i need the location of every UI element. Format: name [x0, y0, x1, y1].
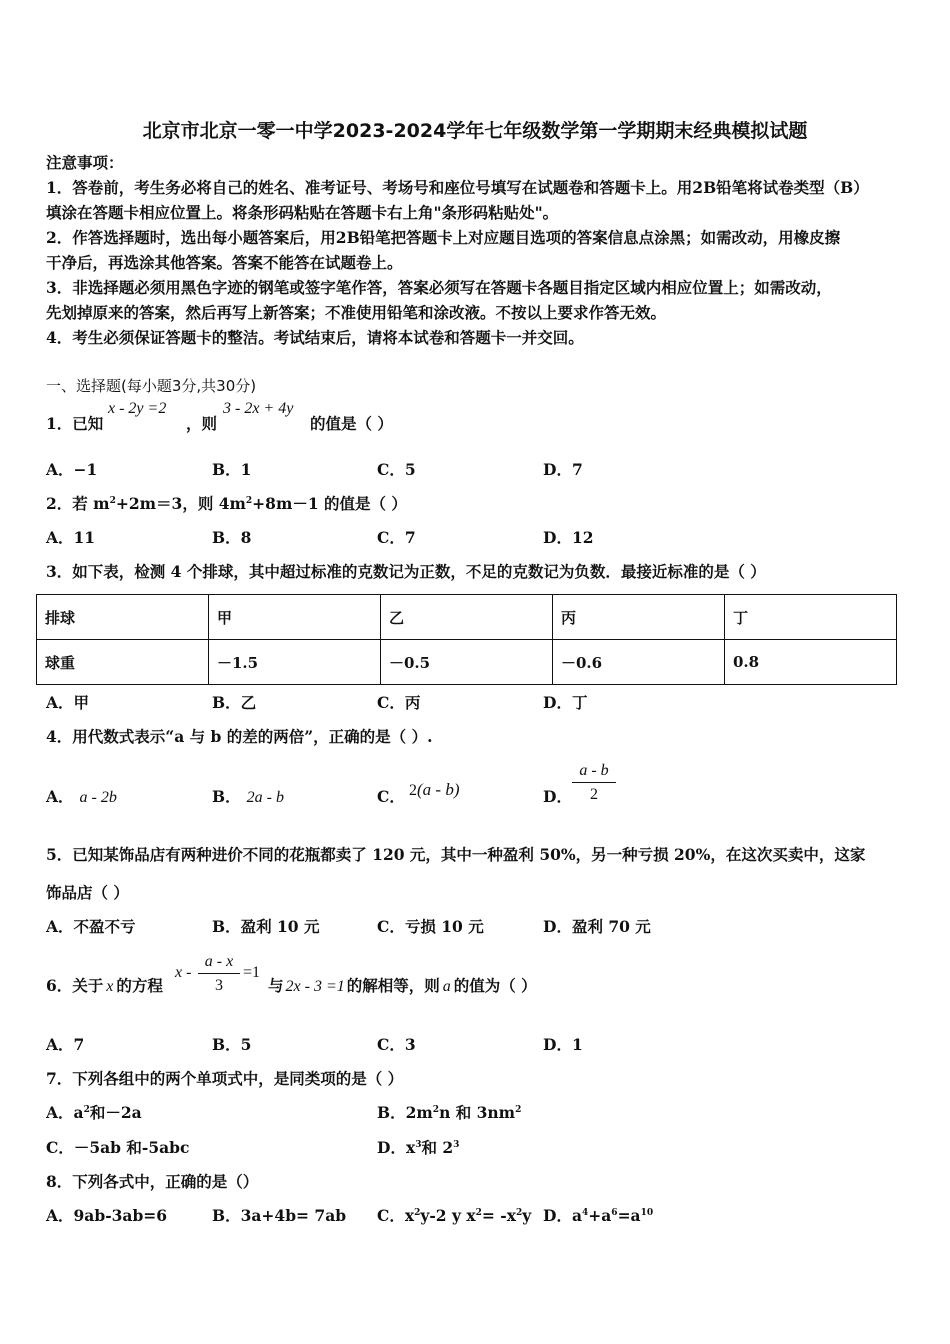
q1-option-d[interactable]: D．7 [543, 460, 583, 479]
q6-question: 6．关于 x 的方程 [46, 976, 163, 995]
table-cell: －0.6 [553, 640, 725, 685]
q4-option-d-label[interactable]: D． [543, 787, 572, 806]
q1-mid: ，则 [186, 414, 218, 433]
section-heading: 一、选择题(每小题3分,共30分) [46, 377, 257, 395]
q1-expression: 3 - 2x + 4y [223, 400, 294, 417]
notice-line: 4．考生必须保证答题卡的整洁。考试结束后，请将本试卷和答题卡一并交回。 [46, 328, 584, 347]
q3-table [36, 594, 897, 685]
q5-option-c[interactable]: C．亏损 10 元 [377, 917, 484, 936]
q8-option-a[interactable]: A．9ab-3ab=6 [46, 1206, 168, 1225]
table-cell: －0.5 [381, 640, 553, 685]
q7-question: 7．下列各组中的两个单项式中，是同类项的是（ ） [46, 1069, 404, 1088]
q6-connector: 与 2x - 3 =1 的解相等，则 a 的值为（ ） [268, 976, 537, 995]
notice-heading: 注意事项： [46, 153, 124, 172]
table-cell: 丙 [553, 595, 725, 640]
q7-option-d[interactable]: D．$x^3$和 $2^3$ [377, 1138, 460, 1157]
q6-option-a[interactable]: A．7 [46, 1035, 85, 1054]
q5-option-b[interactable]: B．盈利 10 元 [212, 917, 320, 936]
q6-option-c[interactable]: C．3 [377, 1035, 416, 1054]
q8-question: 8．下列各式中，正确的是（） [46, 1172, 259, 1191]
q7-option-a[interactable]: A．$a^2$和－2a [46, 1103, 142, 1122]
q7-option-c[interactable]: C．－5ab 和-5abc [46, 1138, 190, 1157]
q1-suffix: 的值是（ ） [310, 414, 393, 433]
notice-line: 先划掉原来的答案，然后再写上新答案；不准使用铅笔和涂改液。不按以上要求作答无效。 [46, 303, 667, 322]
table-cell: 球重 [37, 640, 209, 685]
notice-line: 3．非选择题必须用黑色字迹的钢笔或签字笔作答，答案必须写在答题卡各题目指定区域内相应位置上；如需改动， [46, 278, 832, 297]
q2-option-a[interactable]: A．11 [46, 528, 96, 547]
table-cell: 乙 [381, 595, 553, 640]
q8-option-b[interactable]: B．3a+4b= 7ab [212, 1206, 347, 1225]
page-title: 北京市北京一零一中学2023-2024学年七年级数学第一学期期末经典模拟试题 [142, 120, 808, 142]
q3-option-d[interactable]: D．丁 [543, 693, 588, 712]
q3-option-c[interactable]: C．丙 [377, 693, 421, 712]
notice-line: 干净后，再选涂其他答案。答案不能答在试题卷上。 [46, 253, 403, 272]
q1-option-c[interactable]: C．5 [377, 460, 416, 479]
q4-option-d-fraction[interactable]: a - b 2 [572, 762, 616, 804]
q4-option-a[interactable]: A． a - 2b [46, 787, 117, 806]
q2-option-c[interactable]: C．7 [377, 528, 416, 547]
q4-option-c[interactable]: 2(a - b) [409, 780, 460, 799]
table-row [37, 640, 897, 685]
q6-lhs: x - [175, 964, 192, 981]
q5-question-cont: 饰品店（ ） [46, 883, 129, 902]
q7-option-b[interactable]: B．$2m^2n$ 和 $3nm^2$ [377, 1103, 522, 1122]
table-cell: 甲 [209, 595, 381, 640]
q4-option-b[interactable]: B． 2a - b [212, 787, 284, 806]
q5-option-a[interactable]: A．不盈不亏 [46, 917, 136, 936]
q1-option-a[interactable]: A．−1 [46, 460, 98, 479]
q8-option-c[interactable]: C．$x^2y-2$ y $x^2= -x^2y$ [377, 1206, 532, 1225]
table-cell: 丁 [725, 595, 897, 640]
notice-line: 1．答卷前，考生务必将自己的姓名、准考证号、考场号和座位号填写在试题卷和答题卡上。用2B铅笔将试卷类型（B） [46, 178, 869, 197]
q6-rhs: =1 [243, 964, 261, 981]
q5-option-d[interactable]: D．盈利 70 元 [543, 917, 651, 936]
table-cell: 0.8 [725, 640, 897, 685]
table-row [37, 595, 897, 640]
q8-option-d[interactable]: D．$a^4+a^6=a^{10}$ [543, 1206, 654, 1225]
q2-option-b[interactable]: B．8 [212, 528, 252, 547]
q2-option-d[interactable]: D．12 [543, 528, 594, 547]
table-cell: －1.5 [209, 640, 381, 685]
q6-option-d[interactable]: D．1 [543, 1035, 583, 1054]
q3-option-b[interactable]: B．乙 [212, 693, 257, 712]
q6-option-b[interactable]: B．5 [212, 1035, 252, 1054]
q4-question: 4．用代数式表示“a 与 b 的差的两倍”，正确的是（ ）. [46, 727, 433, 746]
q3-question: 3．如下表，检测 4 个排球，其中超过标准的克数记为正数，不足的克数记为负数．最接近标准的是（ ） [46, 562, 766, 581]
q4-option-c-label[interactable]: C． [377, 787, 405, 806]
q1-equation: x - 2y =2 [108, 400, 167, 417]
q1-prefix: 1．已知 [46, 414, 104, 433]
notice-line: 填涂在答题卡相应位置上。将条形码粘贴在答题卡右上角"条形码粘贴处"。 [46, 203, 559, 222]
q5-question: 5．已知某饰品店有两种进价不同的花瓶都卖了 120 元，其中一种盈利 50%，另一种亏损 20%，在这次买卖中，这家 [46, 845, 866, 864]
table-cell: 排球 [37, 595, 209, 640]
q6-fraction: a - x 3 [198, 953, 240, 995]
notice-line: 2．作答选择题时，选出每小题答案后，用2B铅笔把答题卡上对应题目选项的答案信息点涂黑；如需改动，用橡皮擦 [46, 228, 841, 247]
q3-option-a[interactable]: A．甲 [46, 693, 90, 712]
q1-option-b[interactable]: B．1 [212, 460, 252, 479]
q2-question: 2．若 $m^2+2m=3$，则 $4m^2+8m-1$ 的值是（ ） [46, 494, 407, 513]
